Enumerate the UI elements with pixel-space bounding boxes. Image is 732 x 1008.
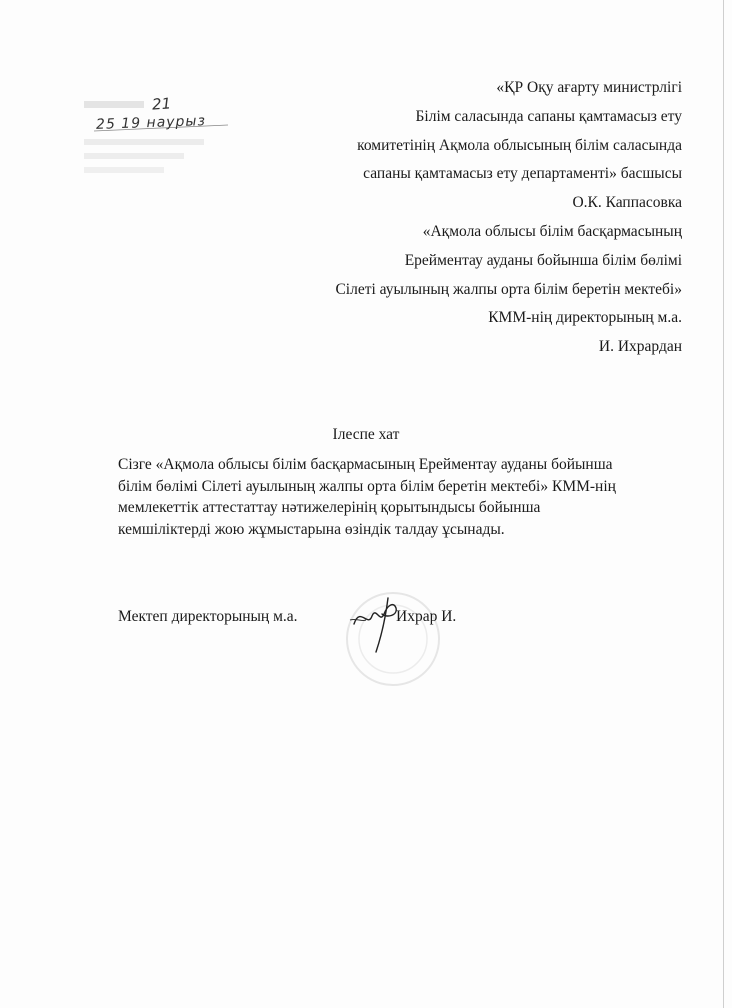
signature-position: Мектеп директорының м.а. xyxy=(118,608,298,625)
addressee-line: «Ақмола облысы білім басқармасының xyxy=(422,222,682,240)
addressee-line: Ерейментау ауданы бойынша білім бөлімі xyxy=(404,251,682,269)
letter-body-line: білім бөлімі Сілеті ауылының жалпы орта білім беретін мектебі» КММ-нің xyxy=(118,477,616,495)
addressee-line: КММ-нің директорының м.а. xyxy=(488,309,682,327)
letter-title: Ілеспе хат xyxy=(332,426,400,443)
addressee-line: сапаны қамтамасыз ету департаменті» басшысы xyxy=(363,165,682,183)
stamp-registration-number: 21 xyxy=(151,94,172,114)
letter-body-line: кемшіліктерді жою жұмыстарына өзіндік талдау ұсынады. xyxy=(118,520,505,538)
registration-stamp xyxy=(78,95,248,195)
signature-name: Ихрар И. xyxy=(396,608,457,625)
addressee-line: О.К. Каппасовка xyxy=(572,194,682,212)
scan-edge-line xyxy=(723,0,724,1008)
stamp-registration-date: 25 19 наурыз xyxy=(95,113,207,133)
addressee-line: Білім саласында сапаны қамтамасыз ету xyxy=(415,107,682,125)
letter-body-line: мемлекеттік аттестаттау нәтижелерінің қорытындысы бойынша xyxy=(118,499,541,516)
addressee-block xyxy=(242,74,682,362)
letter-body-line: Сізге «Ақмола облысы білім басқармасының Ерейментау ауданы бойынша xyxy=(118,456,613,473)
addressee-line: комитетінің Ақмола облысының білім саласында xyxy=(357,136,682,154)
addressee-line: «ҚР Оқу ағарту министрлігі xyxy=(496,79,682,96)
addressee-line: И. Ихрардан xyxy=(598,338,682,356)
signature-block xyxy=(118,608,618,688)
letter-body xyxy=(118,454,678,540)
addressee-line: Сілеті ауылының жалпы орта білім беретін мектебі» xyxy=(335,280,682,298)
